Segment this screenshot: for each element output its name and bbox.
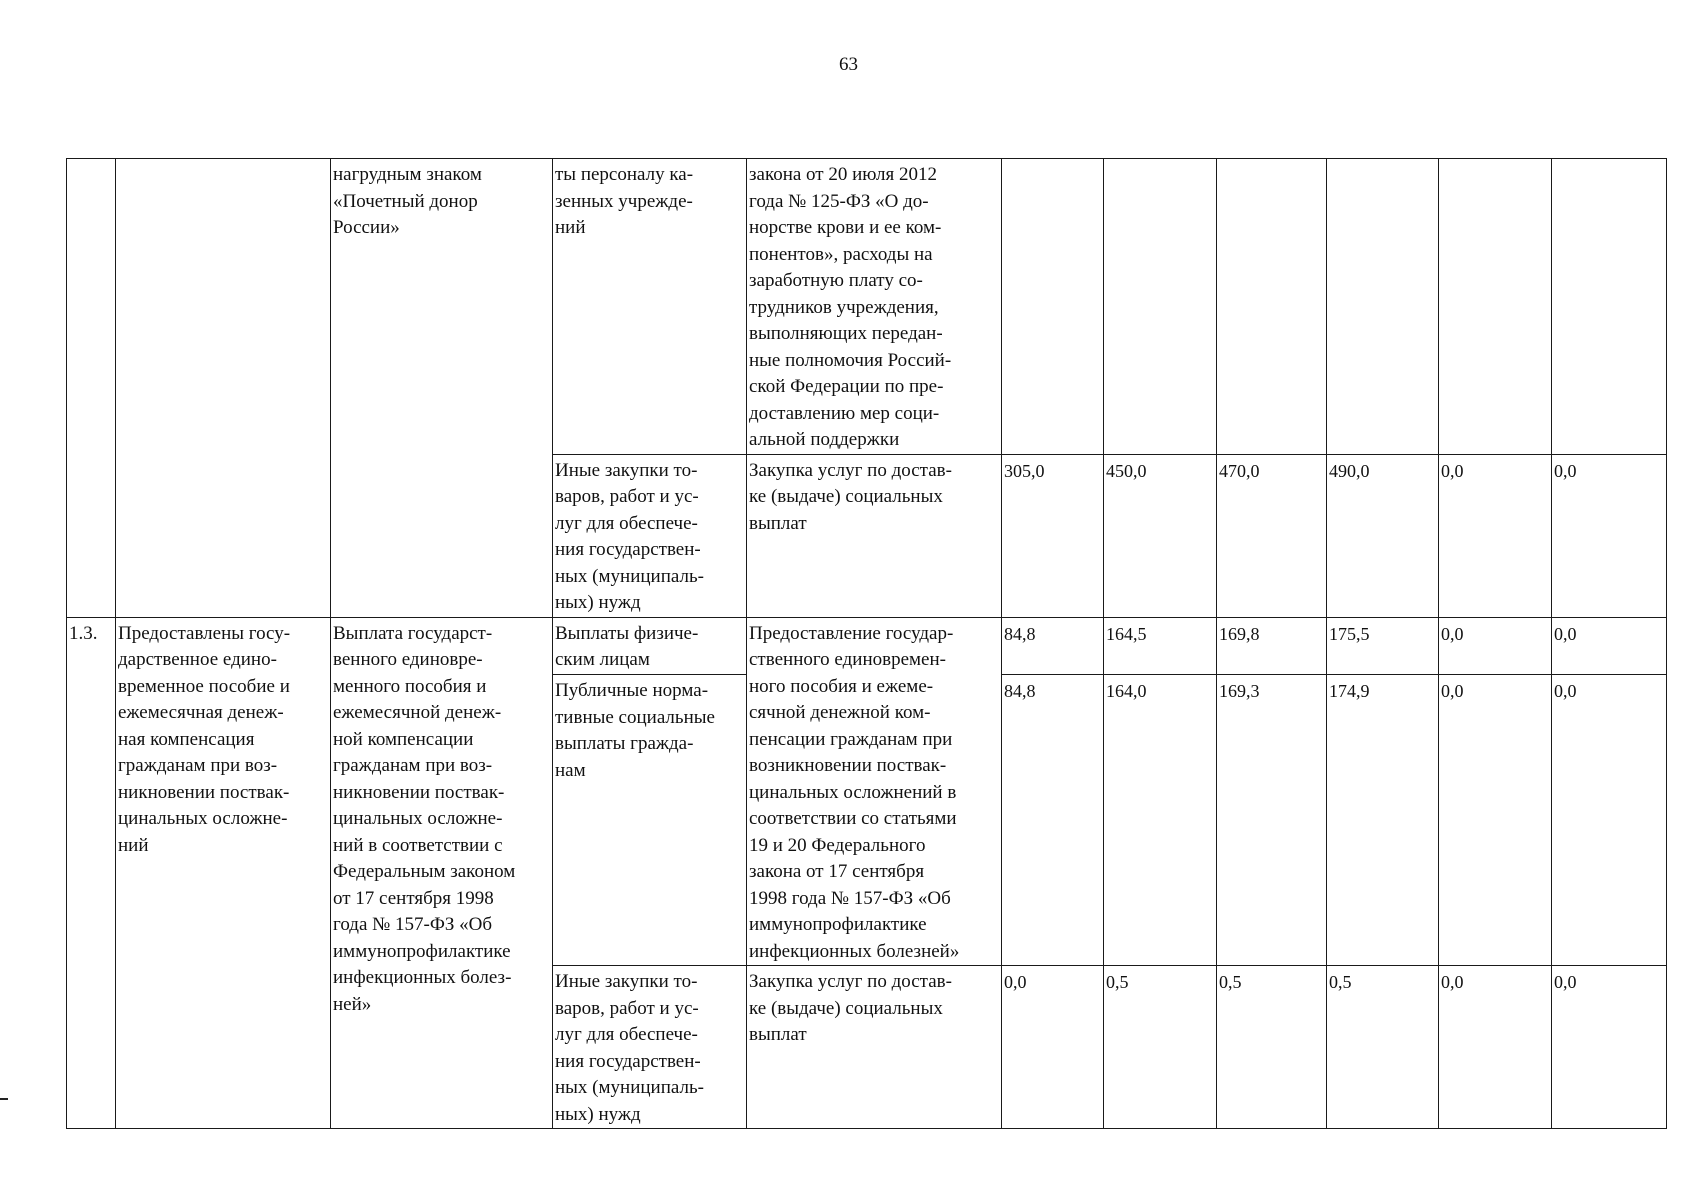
cell-value: 169,8 <box>1217 617 1327 675</box>
cell-value: 169,3 <box>1217 675 1327 966</box>
text-line: временное пособие и <box>118 675 290 697</box>
text-line: цинальных осложне- <box>118 808 288 829</box>
cell-value <box>1439 159 1552 455</box>
text-line: иммунопрофилактике <box>333 940 511 962</box>
text-line: России» <box>333 217 400 238</box>
cell-expense-description <box>747 966 1002 1129</box>
cell-expense-type <box>553 617 747 675</box>
cell-expense-description <box>747 454 1002 617</box>
cell-value: 0,5 <box>1104 966 1217 1129</box>
scan-margin-mark <box>0 1098 8 1100</box>
text-line: закона от 20 июля 2012 <box>749 164 937 185</box>
text-line: норстве крови и ее ком- <box>749 217 942 238</box>
text-line: инфекционных болезней» <box>749 940 960 962</box>
cell-value: 450,0 <box>1104 454 1217 617</box>
text-line: Публичные норма- <box>555 680 709 702</box>
text-line: выплат <box>749 512 807 534</box>
text-line: трудников учреждения, <box>749 296 939 318</box>
text-line: варов, работ и ус- <box>555 997 699 1019</box>
text-line: ежемесячная денеж- <box>118 702 284 723</box>
text-line: гражданам при воз- <box>333 755 493 776</box>
text-line: Иные закупки то- <box>555 459 698 481</box>
cell-value: 0,0 <box>1439 617 1552 675</box>
text-line: ским лицам <box>555 649 650 670</box>
text-line: возникновении поствак- <box>749 755 947 776</box>
text-line: дарственное едино- <box>118 649 277 670</box>
cell-value: 0,0 <box>1439 966 1552 1129</box>
text-line: менного пособия и <box>333 675 487 697</box>
text-line: зенных учрежде- <box>555 190 693 212</box>
cell-expense-type <box>553 675 747 966</box>
text-line: выплаты гражда- <box>555 733 694 755</box>
cell-measure <box>331 617 553 1129</box>
text-line: выплат <box>749 1024 807 1045</box>
cell-value: 174,9 <box>1327 675 1439 966</box>
cell-value: 0,0 <box>1552 617 1667 675</box>
cell-expense-type <box>553 159 747 455</box>
text-line: от 17 сентября 1998 <box>333 887 494 909</box>
cell-value <box>1552 159 1667 455</box>
cell-value: 164,5 <box>1104 617 1217 675</box>
table-row <box>67 159 1667 455</box>
text-line: Иные закупки то- <box>555 971 698 992</box>
text-line: венного единовре- <box>333 649 483 670</box>
cell-expense-description <box>747 617 1002 966</box>
cell-value <box>1002 159 1104 455</box>
cell-value: 305,0 <box>1002 454 1104 617</box>
text-line: ные полномочия Россий- <box>749 349 952 371</box>
text-line: ской Федерации по пре- <box>749 376 944 397</box>
cell-value: 470,0 <box>1217 454 1327 617</box>
cell-value: 0,0 <box>1552 675 1667 966</box>
text-line: нагрудным знаком <box>333 164 482 185</box>
text-line: соответствии со статьями <box>749 808 957 829</box>
cell-value: 0,0 <box>1552 966 1667 1129</box>
text-line: никновении поствак- <box>333 781 505 803</box>
table-row <box>67 617 1667 675</box>
text-line: «Почетный донор <box>333 190 478 212</box>
text-line: пенсации гражданам при <box>749 728 953 750</box>
cell-item-number: 1.3. <box>67 617 116 1129</box>
text-line: ний в соответствии с <box>333 834 503 856</box>
text-line: варов, работ и ус- <box>555 486 699 507</box>
cell-value: 0,0 <box>1439 675 1552 966</box>
text-line: цинальных осложнений в <box>749 781 957 803</box>
text-line: ней» <box>333 993 372 1015</box>
cell-value <box>1327 159 1439 455</box>
budget-table <box>66 158 1667 1129</box>
text-line: ты персоналу ка- <box>555 164 694 185</box>
text-line: нам <box>555 759 586 781</box>
cell-value: 0,5 <box>1217 966 1327 1129</box>
cell-value: 0,0 <box>1002 966 1104 1129</box>
cell-value: 84,8 <box>1002 617 1104 675</box>
cell-value: 175,5 <box>1327 617 1439 675</box>
text-line: Предоставлены госу- <box>118 622 291 644</box>
text-line: ных) нужд <box>555 592 641 613</box>
text-line: ний <box>118 834 149 856</box>
text-line: Федеральным законом <box>333 861 516 882</box>
text-line: ежемесячной денеж- <box>333 702 502 723</box>
text-line: гражданам при воз- <box>118 755 278 776</box>
cell-result-continued <box>116 159 331 618</box>
text-line: Предоставление государ- <box>749 622 954 644</box>
text-line: года № 157-ФЗ «Об <box>333 914 492 935</box>
text-line: ке (выдаче) социальных <box>749 486 943 507</box>
text-line: 19 и 20 Федерального <box>749 834 926 856</box>
text-line: тивные социальные <box>555 706 715 728</box>
text-line: ных (муниципаль- <box>555 565 704 587</box>
cell-value <box>1104 159 1217 455</box>
page-number: 63 <box>839 54 858 75</box>
text-line: ний <box>555 217 586 238</box>
cell-value <box>1217 159 1327 455</box>
text-line: никновении поствак- <box>118 781 290 803</box>
text-line: Закупка услуг по достав- <box>749 971 952 992</box>
text-line: доставлению мер соци- <box>749 402 940 424</box>
text-line: сячной денежной ком- <box>749 702 931 723</box>
cell-result <box>116 617 331 1129</box>
cell-expense-description <box>747 159 1002 455</box>
cell-value: 84,8 <box>1002 675 1104 966</box>
text-line: цинальных осложне- <box>333 808 503 829</box>
cell-value: 0,5 <box>1327 966 1439 1129</box>
text-line: ния государствен- <box>555 1050 701 1072</box>
cell-number-continued <box>67 159 116 618</box>
text-line: луг для обеспече- <box>555 512 698 534</box>
text-line: ных (муниципаль- <box>555 1077 704 1098</box>
text-line: выполняющих передан- <box>749 323 943 344</box>
text-line: ной компенсации <box>333 728 474 750</box>
cell-expense-type <box>553 966 747 1129</box>
text-line: закона от 17 сентября <box>749 861 925 882</box>
text-line: иммунопрофилактике <box>749 914 927 935</box>
text-line: понентов», расходы на <box>749 243 933 265</box>
text-line: ния государствен- <box>555 539 701 560</box>
text-line: заработную плату со- <box>749 270 923 291</box>
cell-value: 0,0 <box>1552 454 1667 617</box>
text-line: ке (выдаче) социальных <box>749 997 943 1019</box>
text-line: инфекционных болез- <box>333 967 512 988</box>
text-line: альной поддержки <box>749 429 900 450</box>
cell-value: 164,0 <box>1104 675 1217 966</box>
cell-expense-type <box>553 454 747 617</box>
text-line: Выплата государст- <box>333 622 493 644</box>
text-line: Выплаты физиче- <box>555 622 699 644</box>
text-line: луг для обеспече- <box>555 1024 698 1045</box>
text-line: ных) нужд <box>555 1103 641 1125</box>
text-line: 1998 года № 157-ФЗ «Об <box>749 887 951 909</box>
text-line: ная компенсация <box>118 728 255 750</box>
cell-value: 490,0 <box>1327 454 1439 617</box>
text-line: ного пособия и ежеме- <box>749 675 934 697</box>
cell-value: 0,0 <box>1439 454 1552 617</box>
text-line: года № 125-ФЗ «О до- <box>749 190 929 212</box>
text-line: Закупка услуг по достав- <box>749 459 952 481</box>
text-line: ственного единовремен- <box>749 649 946 670</box>
cell-measure-continued <box>331 159 553 618</box>
